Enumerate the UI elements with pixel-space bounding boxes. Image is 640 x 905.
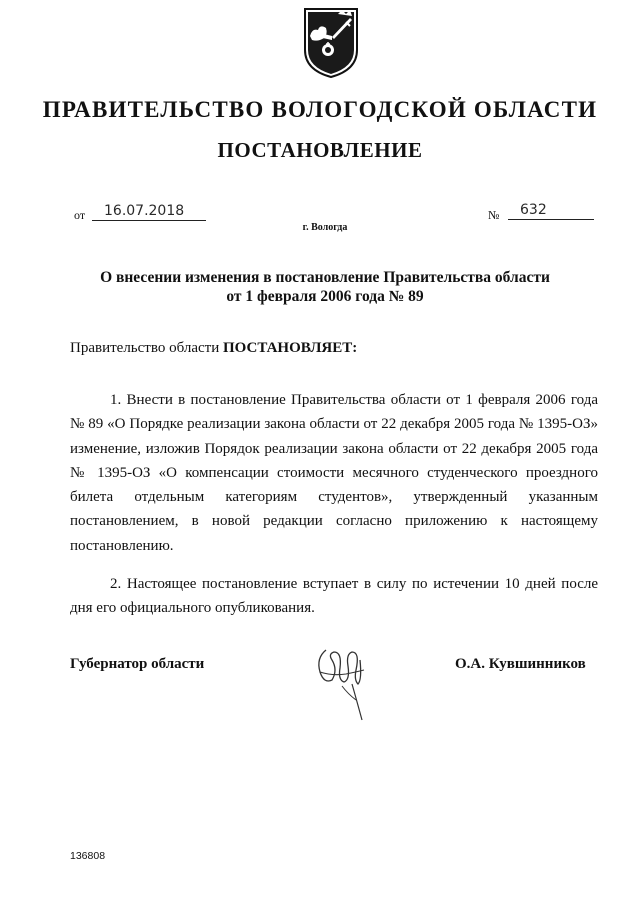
date-label: от	[74, 208, 86, 222]
paragraph-2-text: 2. Настоящее постановление вступает в силу по истечении 10 дней после дня его официального опубликования.	[70, 576, 598, 617]
preamble-text: Правительство области	[70, 340, 220, 356]
date-underline	[92, 220, 206, 221]
document-code: 136808	[70, 850, 106, 862]
document-subject	[60, 268, 590, 306]
vologda-coat-of-arms-icon	[302, 6, 360, 80]
paragraph-1-text: 1. Внести в постановление Правительства области от 1 февраля 2006 года № 89 «О Порядке реализации закона области от 22 декабря 2005 года № 1395-ОЗ» изменение, изложив Порядок реализации закона области от 22 декабря 2005 года № 1395-ОЗ «О компенсации стоимости месячного студенческого проездного билета отдельным категориям студентов», утвержденный указанным постановлением, в новой редакции согласно приложению к настоящему постановлению.	[70, 392, 598, 554]
preamble-decree: ПОСТАНОВЛЯЕТ:	[222, 340, 358, 356]
number-underline	[508, 219, 594, 220]
subject-line-2: от 1 февраля 2006 года № 89	[226, 288, 424, 305]
signer-name: О.А. Кувшинников	[455, 656, 586, 672]
handwritten-signature-icon	[312, 640, 372, 722]
government-title: ПРАВИТЕЛЬСТВО ВОЛОГОДСКОЙ ОБЛАСТИ	[42, 97, 598, 122]
signer-title: Губернатор области	[70, 656, 205, 672]
date-value: 16.07.2018	[104, 203, 185, 219]
paragraph-1	[70, 388, 598, 558]
preamble	[70, 340, 357, 357]
number-label: №	[488, 208, 500, 222]
document-type: ПОСТАНОВЛЕНИЕ	[217, 138, 423, 162]
number-value: 632	[520, 202, 547, 218]
city-label: г. Вологда	[302, 222, 348, 233]
subject-line-1: О внесении изменения в постановление Правительства области	[100, 269, 550, 286]
paragraph-2	[70, 572, 598, 621]
